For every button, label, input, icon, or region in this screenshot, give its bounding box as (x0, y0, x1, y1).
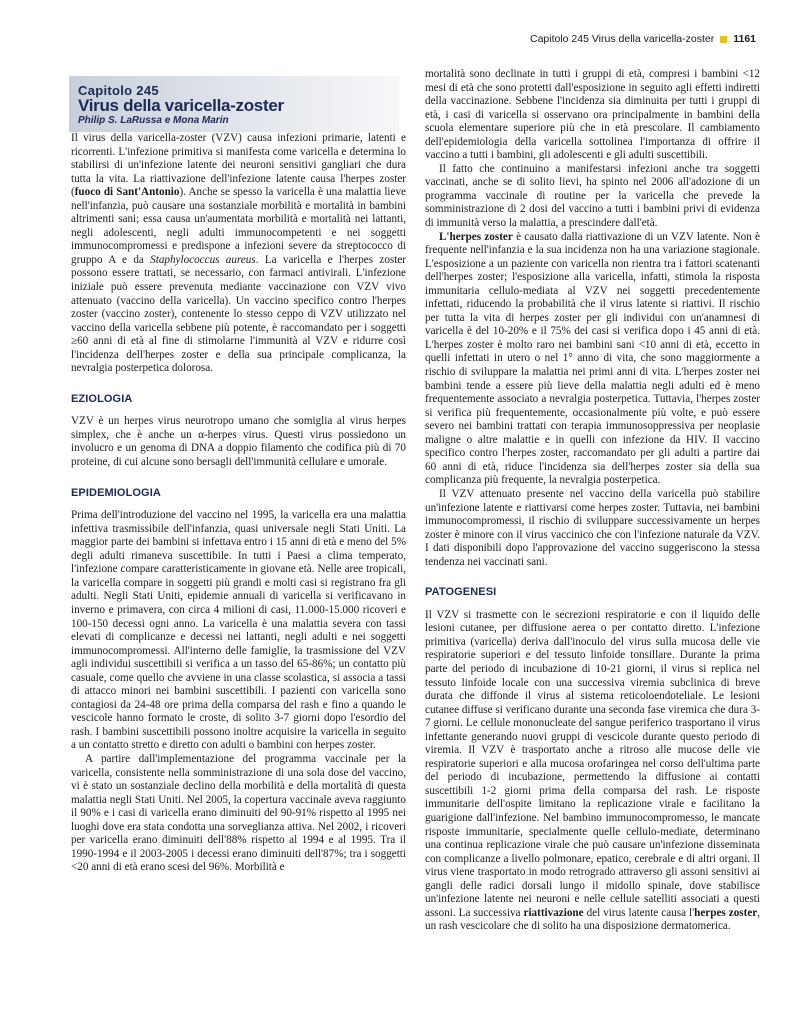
intro-italic-term: Staphylococcus aureus (150, 253, 256, 266)
page-number: 1161 (733, 33, 756, 45)
section-heading-eziologia: EZIOLOGIA (71, 392, 133, 405)
chapter-title: Virus della varicella-zoster (78, 95, 284, 115)
chapter-authors: Philip S. LaRussa e Mona Marin (78, 115, 229, 127)
intro-text-2: ). Anche se spesso la varicella è una malattia lieve nell'infanzia, può causare una sostanziale morbilità e mortalità in bambini altrimenti sani; essa causa un'aumentata morbilità e mortalità nei lattanti, negli adolescenti, negli adulti immunocompetenti e nei soggetti immunocompromessi e predispone a infezioni severe da streptococco di gruppo A e da (71, 186, 406, 266)
epidemiologia-paragraph-4: Il fatto che continuino a manifestarsi infezioni anche tra soggetti vaccinati, anche se di solito lievi, ha spinto nel 2006 all'adozione di un programma vaccinale di routine per la varicella che prevede la somministrazione di 2 dosi del vaccino a tutti i bambini privi di evidenza di immunità verso la malattia, a prescindere dall'età. (425, 162, 760, 230)
patogenesi-text-3: , un rash vescicolare che di solito ha una disposizione dermatomerica. (425, 906, 760, 933)
running-head (530, 33, 756, 45)
section-heading-patogenesi: PATOGENESI (425, 586, 497, 599)
intro-text-1: Il virus della varicella-zoster (VZV) causa infezioni primarie, latenti e ricorrenti. L'infezione primitiva si manifesta come varicella e determina lo stabilirsi di un'infezione latente dei neuroni sensitivi gangliari che dura tutta la vita. La riattivazione dell'infezione latente causa l'herpes zoster ( (71, 132, 406, 199)
intro-bold-term: fuoco di Sant'Antonio (74, 186, 180, 199)
eziologia-paragraph: VZV è un herpes virus neurotropo umano che somiglia al virus herpes simplex, che è anche un α-herpes virus. Questi virus possiedono un involucro e un genoma di DNA a doppio filamento che codifica più di 70 proteine, di cui alcune sono bersagli dell'immunità cellulare e umorale. (71, 415, 406, 469)
epidemiologia-paragraph-3: mortalità sono declinate in tutti i gruppi di età, compresi i bambini <12 mesi di età che sono protetti dall'esposizione in seguito agli effetti indiretti della vaccinazione. Sebbene l'incidenza sia diminuita per tutti i gruppi di età, i casi di varicella si osservano ora principalmente in bambini della scuola elementare superiore più che in età prescolare. Il cambiamento dell'epidemiologia della varicella sottolinea l'importanza di offrire il vaccino a tutti i bambini, gli adolescenti e gli adulti suscettibili. (425, 68, 760, 162)
epidemiologia-paragraph-5 (425, 231, 760, 488)
epidemiologia-paragraph-2: A partire dall'implementazione del programma vaccinale per la varicella, consistente nella somministrazione di una sola dose del vaccino, vi è stato un sostanziale declino della morbilità e della mortalità di questa malattia negli Stati Uniti. Nel 2005, la copertura vaccinale aveva raggiunto il 90% e i casi di varicella erano diminuiti del 90-91% rispetto al 1995 nei luoghi dove era stata condotta una sorveglianza attiva. Nel 2002, i ricoveri per varicella erano diminuiti dell'88% rispetto al 1994 e al 1995. Tra il 1990-1994 e il 2003-2005 i decessi erano diminuiti dell'87%; tra i soggetti <20 anni di età erano scesi del 96%. Morbilità e (71, 752, 406, 874)
intro-text-3: . La varicella e l'herpes zoster possono essere trattati, se necessario, con farmaci antivirali. L'infezione iniziale può essere prevenuta mediante vaccinazione con VZV vivo attenuato (vaccino della varicella). Un vaccino specifico contro l'herpes zoster (vaccino zoster), contenente lo stesso ceppo di VZV utilizzato nel vaccino della varicella sebbene più potente, è raccomandato per i soggetti ≥60 anni di età al fine di stimolarne l'immunità al VZV e ridurre così l'incidenza dell'herpes zoster e della sua principale complicanza, la nevralgia posterpetica dolorosa. (71, 253, 406, 375)
patogenesi-text-2: del virus latente causa l' (583, 906, 695, 919)
square-icon (720, 36, 727, 43)
herpes-zoster-term: L'herpes zoster (439, 230, 513, 243)
patogenesi-paragraph (425, 609, 760, 934)
chapter-number: Capitolo 245 (78, 83, 159, 98)
riattivazione-term: riattivazione (523, 906, 584, 919)
intro-paragraph (71, 132, 406, 376)
right-column (425, 68, 760, 934)
section-heading-epidemiologia: EPIDEMIOLOGIA (71, 486, 161, 499)
running-title: Capitolo 245 Virus della varicella-zoster (529, 33, 715, 45)
herpes-zoster-term-2: herpes zoster (694, 906, 758, 919)
epidemiologia-paragraph-6: Il VZV attenuato presente nel vaccino della varicella può stabilire un'infezione latente e riattivarsi come herpes zoster. Tuttavia, nei bambini immunocompromessi, il rischio di sviluppare successivamente un herpes zoster è minore con il virus vaccinico che con l'infezione naturale da VZV. I dati disponibili dopo l'approvazione del vaccino suggeriscono la stessa tendenza nei vaccinati sani. (425, 487, 760, 568)
patogenesi-text-1: Il VZV si trasmette con le secrezioni respiratorie e con il liquido delle lesioni cutanee, per diffusione aerea o per contatto diretto. L'infezione primitiva (varicella) deriva dall'inoculo del virus sulla mucosa delle vie respiratorie superiori e del tessuto linfoide tonsillare. Durante la prima parte del periodo di incubazione di 10-21 giorni, il virus si replica nel tessuto linfoide locale con una successiva viremia subclinica di breve durata che diffonde il virus al sistema reticoloendoteliale. Le lesioni cutanee diffuse si verificano durante una seconda fase viremica che dura 3-7 giorni. Le cellule mononucleate del sangue periferico trasportano il virus infettante generando nuovi gruppi di vescicole durante questo periodo di viremia. Il VZV è trasportato anche a ritroso alle mucose delle vie respiratorie superiori e alla mucosa orofaringea nel corso dell'ultima parte del periodo di incubazione, permettendo la diffusione ai contatti suscettibili 1-2 giorni prima della comparsa del rash. Le risposte immunitarie dell'ospite limitano la replicazione virale e facilitano la guarigione dall'infezione. Nel bambino immunocompromesso, le mancate risposte immunitarie, specialmente quelle cellulo-mediate, determinano una continua replicazione virale che può causare un'infezione disseminata con complicanze a livello polmonare, epatico, cerebrale e di altri organi. Il virus viene trasportato in modo retrogrado attraverso gli assoni sensitivi ai gangli delle radici dorsali lungo il midollo spinale, dove stabilisce un'infezione latente nei neuroni e nelle cellule satelliti associati a questi assoni. La successiva (425, 608, 760, 919)
epidemiologia-paragraph-1: Prima dell'introduzione del vaccino nel 1995, la varicella era una malattia infettiva trasmissibile dell'infanzia, quasi universale negli Stati Uniti. La maggior parte dei bambini si infettava entro i 15 anni di età e meno del 5% degli adulti rimaneva suscettibile. In tutti i Paesi a clima temperato, l'infezione compare caratteristicamente in giovane età. Nelle aree tropicali, la varicella compare in soggetti più grandi e molti casi si registrano fra gli adulti. Negli Stati Uniti, epidemie annuali di varicella si verificavano in inverno e primavera, con circa 4 milioni di casi, 11.000-15.000 ricoveri e 100-150 decessi ogni anno. La varicella è una malattia severa con tassi elevati di complicanze e decessi nei lattanti, negli adulti e nei soggetti immunocompromessi. All'interno delle famiglie, la trasmissione del VZV agli individui suscettibili si verifica a un tasso del 65-86%; un contatto più casuale, come quello che avviene in una classe scolastica, si associa a tassi di attacco minori nei bambini suscettibili. I pazienti con varicella sono contagiosi da 24-48 ore prima della comparsa del rash e fino a quando le vescicole hanno formato le croste, di solito 3-7 giorni dopo l'esordio del rash. I bambini suscettibili possono inoltre acquisire la varicella in seguito a un contatto stretto e diretto con adulti o bambini con herpes zoster. (71, 509, 406, 752)
left-column (71, 68, 406, 875)
epidemiologia-paragraph-5-text: è causato dalla riattivazione di un VZV latente. Non è frequente nell'infanzia e la sua incidenza non ha una variazione stagionale. L'esposizione a un paziente con varicella non rientra tra i fattori scatenanti dell'herpes zoster; l'esposizione alla varicella, infatti, stimola la risposta immunitaria cellulo-mediata al VZV nei soggetti precedentemente infettati, riducendo la probabilità che il virus latente si riattivi. Il rischio per tutta la vita di herpes zoster per gli individui con un'anamnesi di varicella è del 10-20% e il 75% dei casi si verifica dopo i 45 anni di età. L'herpes zoster è molto raro nei bambini sani <10 anni di età, eccetto in quelli infettati in utero o nel 1° anno di vita, che sono maggiormente a rischio di sviluppare la malattia nei primi anni di vita. L'herpes zoster nei bambini tende a essere più lieve della malattia negli adulti ed è meno frequentemente associato a nevralgia posterpetica. Tuttavia, l'herpes zoster si verifica più frequentemente, occasionalmente più volte, e può essere severo nei bambini trattati con terapia immunosoppressiva per neoplasie maligne o altre malattie e in quelli con infezione da HIV. Il vaccino specifico contro l'herpes zoster, raccomandato per gli adulti a partire dai 60 anni di età, riduce l'incidenza sia dell'herpes zoster sia della sua complicanza più frequente, la nevralgia posterpetica. (425, 230, 761, 487)
chapter-header-box (69, 76, 399, 132)
